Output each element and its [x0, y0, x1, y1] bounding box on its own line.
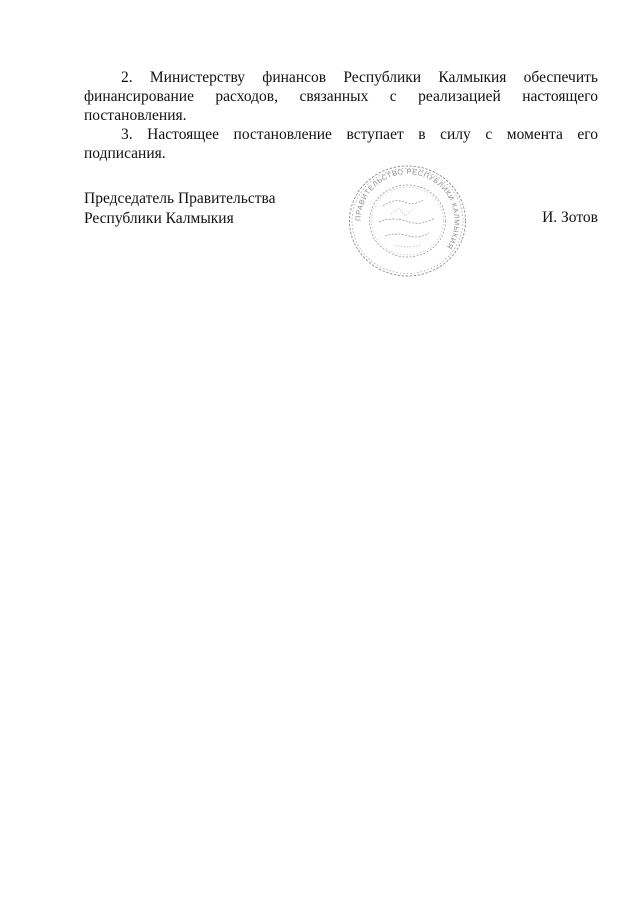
paragraph-item-2: 2. Министерству финансов Республики Калмыкия обеспечить финансирование расходов, связанных с реализацией настоящего постановления. [84, 69, 598, 124]
seal-ring-text: ПРАВИТЕЛЬСТВО РЕСПУБЛИКИ КАЛМЫКИЯ [353, 166, 462, 252]
paragraph-item-3: 3. Настоящее постановление вступает в силу с момента его подписания. [84, 126, 598, 162]
signer-title-line1: Председатель Правительства [84, 190, 276, 207]
signature-block [84, 189, 598, 229]
document-body [84, 68, 598, 163]
signer-title-line2: Республики Калмыкия [84, 210, 234, 227]
official-seal-icon [345, 162, 470, 280]
signer-title [84, 189, 344, 229]
signer-name: И. Зотов [542, 209, 598, 226]
